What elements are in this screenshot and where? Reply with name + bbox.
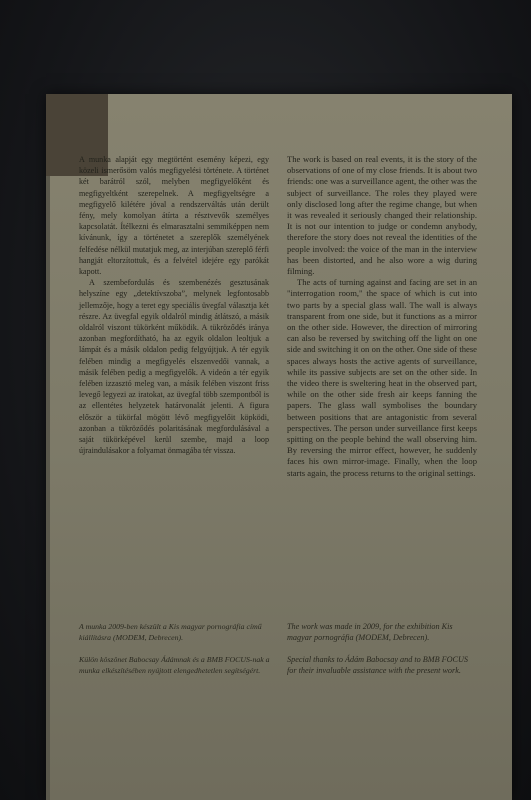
english-column <box>287 154 477 479</box>
text-columns <box>79 154 489 794</box>
hungarian-credit-exhibition: A munka 2009-ben készült a Kis magyar pornográfia című kiállításra (MODEM, Debrecen). <box>79 622 262 642</box>
english-credit-thanks: Special thanks to Ádám Babocsay and to BMB FOCUS for their invaluable assistance with the present work. <box>287 655 469 675</box>
english-credits <box>287 622 479 688</box>
hungarian-column <box>79 154 269 456</box>
english-credit-exhibition: The work was made in 2009, for the exhibition Kis magyar pornográfia (MODEM, Debrecen). <box>287 622 453 642</box>
hungarian-paragraph-1: A munka alapját egy megtörtént esemény képezi, egy közeli ismerősöm valós megfigyelési története. A történet két barátról szól, melyben megfigyelőként és megfigyeltként szerepelnek. A megfigyeltségre a megfigyelő kilétére jóval a rendszerváltás után derült fény, mely komolyan átírta a résztvevők személyes kapcsolatát. Ítélkezni és elmarasztalni semmiképpen nem kívánunk, így a történetet a szereplők személyének felfedése nélkül mutatjuk meg, az interjúban szereplő férfi hangját eltorzítottuk, és a felvétel idejére egy parókát kapott. <box>79 155 269 277</box>
hungarian-paragraph-2: A szembefordulás és szembenézés gesztusának helyszíne egy „detektívszoba”, melynek legfontosabb jellemzője, hogy a teret egy speciális üvegfal választja két részre. Az üvegfal egyik oldalról mindig átlátszó, a másik oldalról viszont tükörként működik. A tükröződés iránya azonban megfordítható, ha az egyik oldalon leoltjuk a lámpát és a másik oldalon pedig felgyújtjuk. A tér egyik felében mindig a megfigyelés elszenvedői vannak, a másik felében pedig a megfigyelők. A videón a tér egyik felében izzasztó meleg van, a másik felében viszont friss levegő legyezi az iratokat, az üvegfal több szempontból is az ellentétes helyzetek határvonalát jelenti. A figura először a tükörfal mögött lévő megfigyelőit köpködi, azonban a tükröződés polaritásának megfordulásával a saját tükörképével kerül szembe, majd a loop újraindulásakor a folyamat önmagába tér vissza. <box>79 278 269 456</box>
wall-text-panel <box>46 94 512 800</box>
panel-edge <box>46 94 50 800</box>
english-paragraph-2: The acts of turning against and facing are set in an "interrogation room," the space of which is cut into two parts by a special glass wall. The wall is always transparent from one side, but it functions as a mirror on the other side. However, the direction of mirroring can also be reversed by switching off the light on one side and switching it on on the other. One side of these spaces always hosts the active agents of surveillance, while its passive subjects are set on the other side. In the video there is sweltering heat in the observed part, while on the other side fresh air keeps fanning the papers. The glass wall symbolises the boundary between positions that are antagonistic from several perspectives. The person under surveillance first keeps spitting on the people behind the wall observing him. By reversing the mirror effect, however, he suddenly faces his own mirror-image. Finally, when the loop starts again, the process returns to the original settings. <box>287 277 477 478</box>
hungarian-credit-thanks: Külön köszönet Babocsay Ádámnak és a BMB FOCUS-nak a munka elkészítésében nyújtott elengedhetetlen segítségért. <box>79 655 270 675</box>
english-paragraph-1: The work is based on real events, it is the story of the observations of one of my close friends. It is about two friends: one was a surveillance agent, the other was the subject of surveillance. The roles they played were only disclosed long after the regime change, but when it was revealed it seriously changed their relationship. It is not our intention to judge or condemn anybody, therefore the story does not reveal the identities of the people involved: the voice of the man in the interview has been distorted, and he also wore a wig during filming. <box>287 154 477 277</box>
hungarian-credits <box>79 622 271 688</box>
